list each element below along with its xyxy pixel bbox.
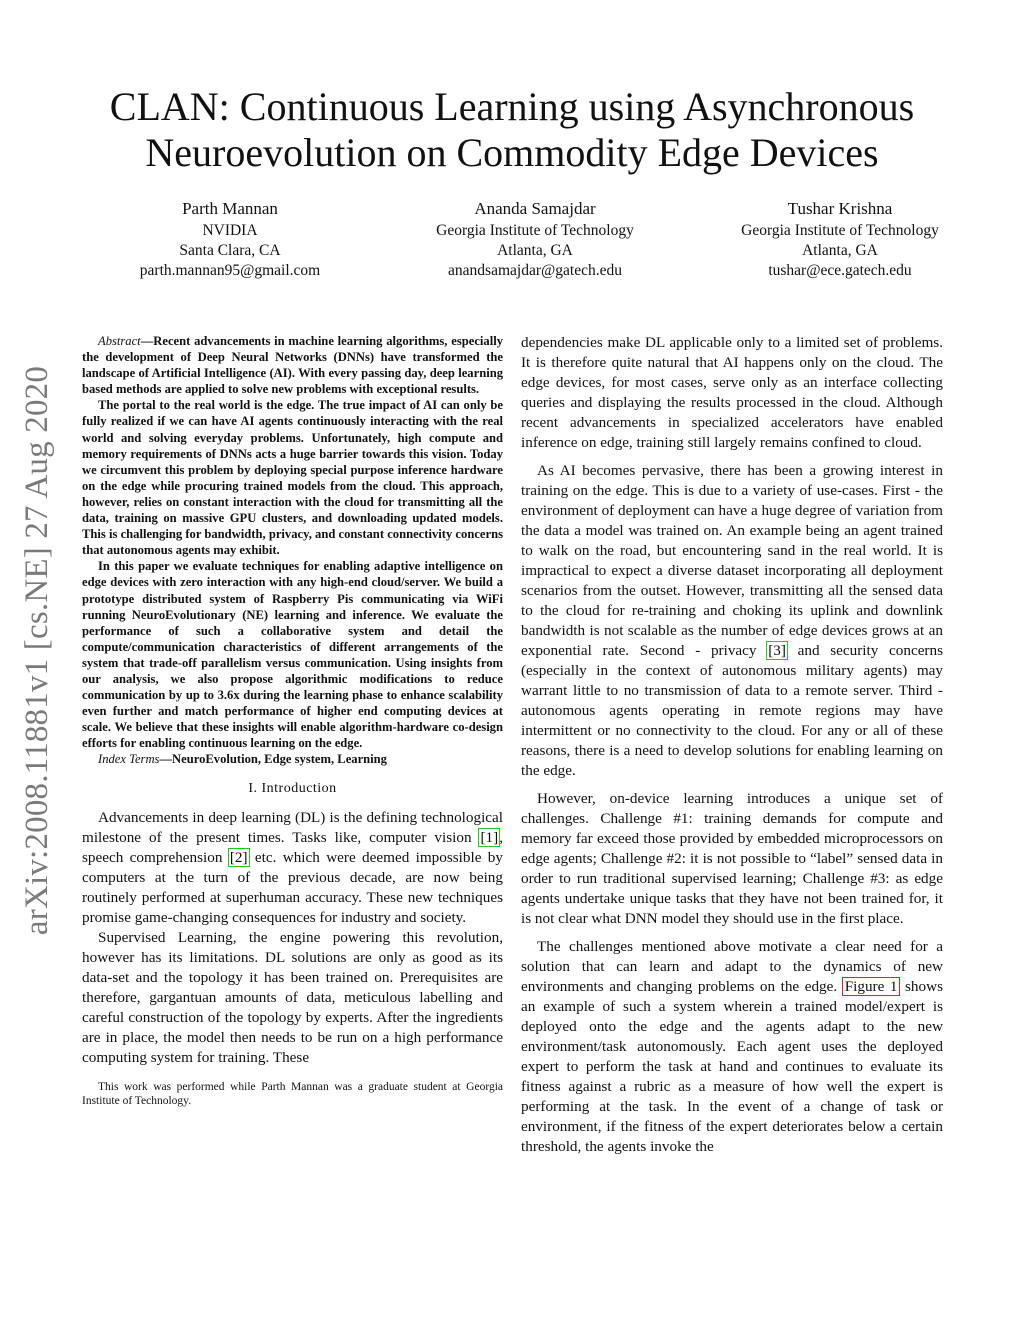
- author-email[interactable]: anandsamajdar@gatech.edu: [448, 262, 622, 279]
- abstract-paragraph-3: In this paper we evaluate techniques for enabling adaptive intelligence on edge devices with zero interaction with any high-end cloud/server. We build a prototype distributed system of Raspberry Pis communicating via WiFi running NeuroEvolutionary (NE) learning and inference. We evaluate the performance of such a collaborative system and detail the compute/communication characteristics of different arrangements of the system that trade-off parallelism versus communication. Using insights from our analysis, we also propose algorithmic modifications to reduce communication by up to 3.6x during the learning phase to enhance scalability even further and match performance of higher end computing devices at scale. We believe that these insights will enable algorithm-hardware co-design efforts for enabling continuous learning on the edge.: [82, 559, 503, 751]
- author-location: Atlanta, GA: [497, 242, 573, 259]
- intro-text: , speech comprehension: [82, 828, 503, 866]
- author-email[interactable]: tushar@ece.gatech.edu: [768, 262, 912, 279]
- intro-text: shows an example of such a system wherein a trained model/expert is deployed onto the edge and the agents adapt to the new environment/task autonomously. Each agent uses the deployed expert to perform the task at hand and continues to evaluate its fitness against a rubric as a measure of how well the expert is performing at the task. In the event of a change of task or environment, if the fitness of the expert deteriorates below a certain threshold, the agents invoke the: [521, 978, 943, 1155]
- intro-text: As AI becomes pervasive, there has been a growing interest in training on the edge. This is due to a variety of use-cases. First - the environment of deployment can have a huge degree of variation from the data a model was trained on. An example being an agent trained to walk on the road, but encountering sand in the real world. It is impractical to expect a diverse dataset incorporating all deployment scenarios from the outset. However, transmitting all the sensed data to the cloud for re-training and choking its uplink and downlink bandwidth is not scalable as the number of edge devices grows at an exponential rate. Second - privacy: [521, 462, 943, 659]
- title-line-2: Neuroevolution on Commodity Edge Devices: [145, 130, 879, 175]
- intro-text: The challenges mentioned above motivate a clear need for a solution that can learn and adapt to the dynamics of new environments and changing problems on the edge.: [521, 938, 943, 995]
- author-location: Santa Clara, CA: [179, 242, 281, 259]
- index-terms-label: Index Terms: [98, 752, 160, 767]
- title-line-1: CLAN: Continuous Learning using Asynchronous: [109, 84, 915, 129]
- author-location: Atlanta, GA: [802, 242, 878, 259]
- index-terms: [82, 751, 503, 767]
- footnote: This work was performed while Parth Mannan was a graduate student at Georgia Institute of Technology.: [82, 1080, 503, 1107]
- author-name: Tushar Krishna: [787, 199, 893, 218]
- intro-text: Advancements in deep learning (DL) is the defining technological milestone of the present times. Tasks like, computer vision: [82, 808, 503, 846]
- author-name: Ananda Samajdar: [474, 199, 596, 218]
- abstract-paragraph-2: The portal to the real world is the edge. The true impact of AI can only be fully realized if we can have AI agents continuously interacting with the real world and solving everyday problems. Unfortunately, high compute and memory requirements of DNNs acts a huge barrier towards this vision. Today we circumvent this problem by deploying special purpose inference hardware on the edge while procuring trained models from the cloud. This approach, however, relies on constant interaction with the cloud for transmitting all the data, training on massive GPU clusters, and downloading updated models. This is challenging for bandwidth, privacy, and constant connectivity concerns that autonomous agents may exhibit.: [82, 398, 503, 558]
- left-column: [82, 333, 503, 1108]
- author-email[interactable]: parth.mannan95@gmail.com: [139, 262, 321, 279]
- intro-text: etc. which were deemed impossible by computers at the turn of the previous decade, are now being routinely performed at superhuman accuracy. These new techniques promise game-changing consequences for industry and society.: [82, 848, 503, 926]
- abstract-paragraph-1: [82, 333, 503, 397]
- intro-paragraph-5: However, on-device learning introduces a unique set of challenges. Challenge #1: training demands for compute and memory far exceed those provided by embedded microprocessors on edge agents; Challenge #2: it is not possible to “label” sensed data in order to run traditional supervised learning; Challenge #3: as edge agents undertake unique tasks that they have not been trained for, it is not clear what DNN model they should use in the first place.: [521, 790, 943, 927]
- figure-reference-link[interactable]: Figure 1: [844, 978, 898, 995]
- abstract-label: Abstract: [98, 334, 141, 348]
- author-2: [400, 198, 670, 281]
- citation-link-3[interactable]: [3]: [768, 642, 786, 659]
- intro-paragraph-2: Supervised Learning, the engine powering this revolution, however has its limitations. DL solutions are only as good as its data-set and the topology it has been trained on. Prerequisites are therefore, gargantuan amounts of data, meticulous labelling and careful construction of the topology by experts. After the ingredients are in place, the model then needs to be run on a high performance computing system for training. These: [82, 928, 503, 1066]
- intro-paragraph-6: [521, 937, 943, 1157]
- abstract-text-1: —Recent advancements in machine learning algorithms, especially the development of Deep Neural Networks (DNNs) have transformed the landscape of Artificial Intelligence (AI). With every passing day, deep learning based methods are applied to solve new problems with exceptional results.: [82, 334, 503, 397]
- paper-title: [60, 84, 964, 176]
- index-terms-text: —NeuroEvolution, Edge system, Learning: [159, 752, 387, 767]
- author-1: [95, 198, 365, 281]
- author-affiliation: Georgia Institute of Technology: [436, 222, 634, 239]
- author-3: [705, 198, 975, 281]
- author-affiliation: Georgia Institute of Technology: [741, 222, 939, 239]
- arxiv-identifier-stamp: [14, 340, 62, 960]
- author-block: [95, 198, 975, 281]
- author-affiliation: NVIDIA: [202, 222, 258, 239]
- intro-paragraph-1: [82, 808, 503, 928]
- intro-paragraph-4: [521, 461, 943, 781]
- citation-link-2[interactable]: [2]: [229, 848, 248, 866]
- section-heading-introduction: I. Introduction: [248, 780, 337, 796]
- intro-paragraph-3: dependencies make DL applicable only to a limited set of problems. It is therefore quite natural that AI happens only on the cloud. The edge devices, for most cases, serve only as an interface collecting queries and displaying the results processed in the cloud. Although recent advancements in specialized accelerators have enabled inference on edge, training still largely remains confined to cloud.: [521, 334, 943, 451]
- intro-text: and security concerns (especially in the context of autonomous military agents) may warrant little to no transmission of data to a remote server. Third - autonomous agents operating in remote regions may have intermittent or no connectivity to the cloud. For any or all of these reasons, there is a need to develop solutions for enabling learning on the edge.: [521, 642, 943, 779]
- right-column: [521, 333, 943, 1165]
- arxiv-identifier: arXiv:2008.11881v1 [cs.NE] 27 Aug 2020: [19, 365, 56, 935]
- author-name: Parth Mannan: [182, 199, 278, 218]
- citation-link-1[interactable]: [1]: [480, 828, 499, 846]
